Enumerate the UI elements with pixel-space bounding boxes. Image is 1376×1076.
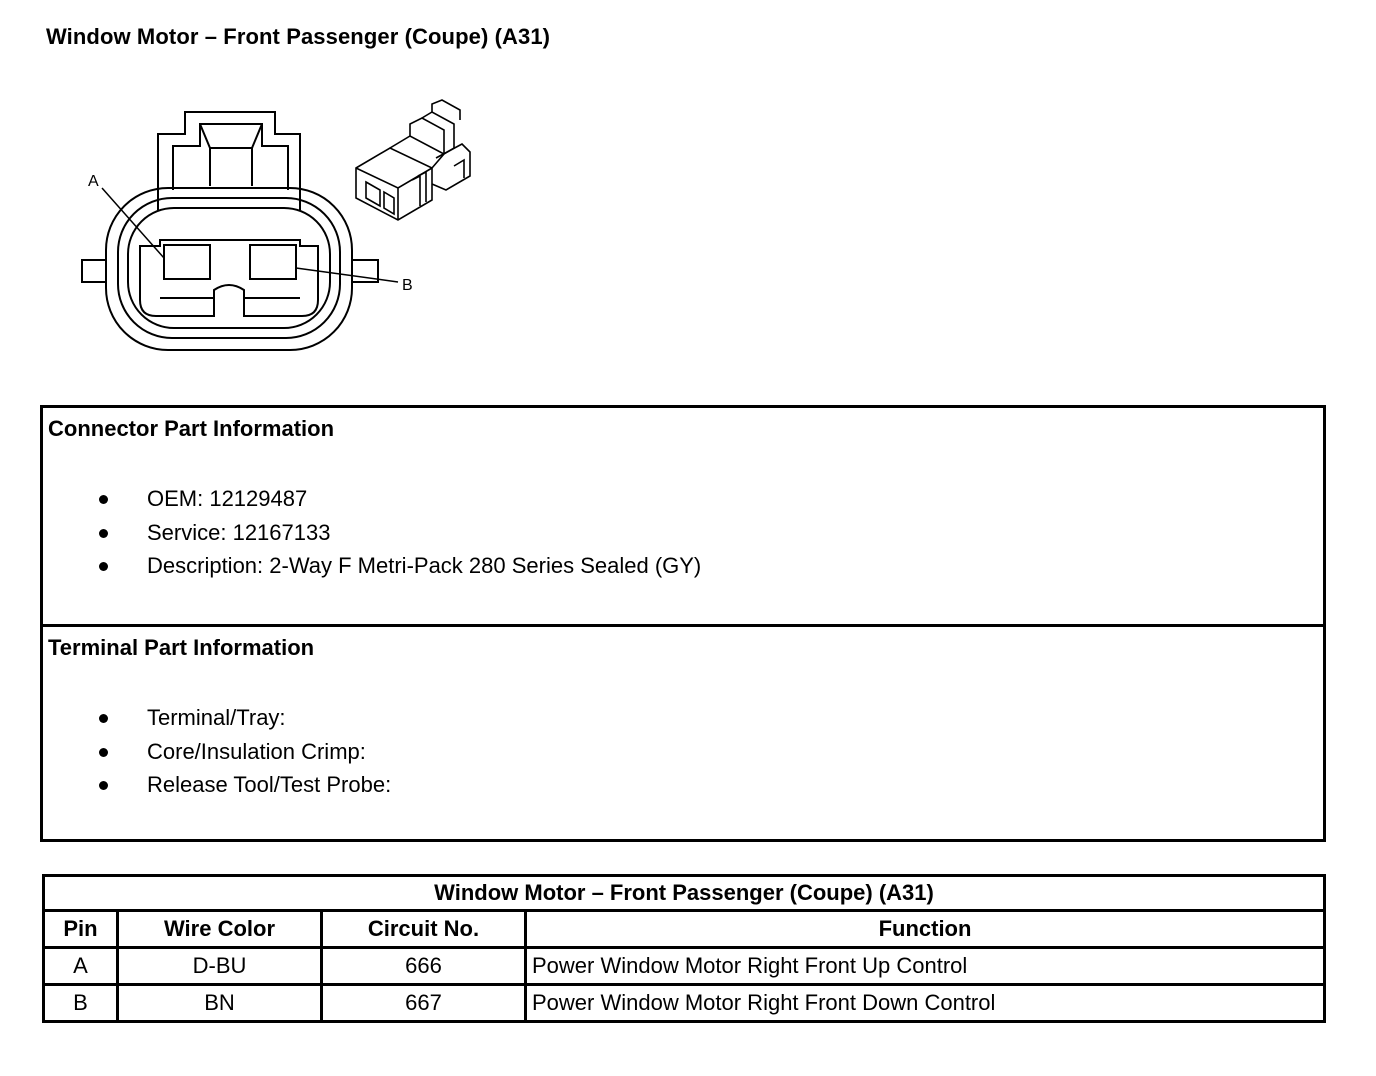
bullet-icon [99, 529, 108, 538]
terminal-info-heading: Terminal Part Information [48, 635, 315, 660]
table-caption-row [44, 876, 1325, 911]
table-caption: Window Motor – Front Passenger (Coupe) (A31) [44, 876, 1325, 911]
pin-label-b: B [402, 277, 413, 294]
column-header-wire-color: Wire Color [118, 911, 322, 948]
column-header-pin: Pin [44, 911, 118, 948]
column-header-function: Function [526, 911, 1325, 948]
table-row [44, 948, 1325, 985]
page-title: Window Motor – Front Passenger (Coupe) (A31) [46, 24, 551, 49]
pin-b-cavity [250, 245, 296, 279]
cell-circuit-no: 667 [322, 985, 526, 1022]
connector-face-diagram [60, 90, 520, 370]
bullet-icon [99, 748, 108, 757]
connector-outer-body [106, 188, 352, 350]
bullet-icon [99, 562, 108, 571]
cell-function: Power Window Motor Right Front Up Control [526, 948, 1325, 985]
pin-a-cavity [164, 245, 210, 279]
table-header-row [44, 911, 1325, 948]
connector-latch [158, 112, 300, 210]
bullet-icon [99, 495, 108, 504]
connector-isometric-illustration [356, 100, 470, 220]
column-header-circuit-no: Circuit No. [322, 911, 526, 948]
pin-label-a: A [88, 173, 99, 190]
pinout-table [42, 874, 1326, 1023]
table-row [44, 985, 1325, 1022]
connector-info-heading: Connector Part Information [48, 416, 335, 441]
connector-part-information: Connector Part Information OEM: 12129487 Service: 12167133 Description: 2-Way F Metri-Pack 280 Series Sealed (GY) [43, 408, 1323, 627]
cell-wire-color: BN [118, 985, 322, 1022]
cell-pin: A [44, 948, 118, 985]
bullet-icon [99, 714, 108, 723]
cell-circuit-no: 666 [322, 948, 526, 985]
connector-left-tab [82, 260, 106, 282]
cell-function: Power Window Motor Right Front Down Control [526, 985, 1325, 1022]
bullet-icon [99, 781, 108, 790]
terminal-part-information: Terminal Part Information Terminal/Tray: Core/Insulation Crimp: Release Tool/Test Probe: [48, 635, 392, 797]
part-information-box [40, 405, 1326, 842]
cell-wire-color: D-BU [118, 948, 322, 985]
cell-pin: B [44, 985, 118, 1022]
